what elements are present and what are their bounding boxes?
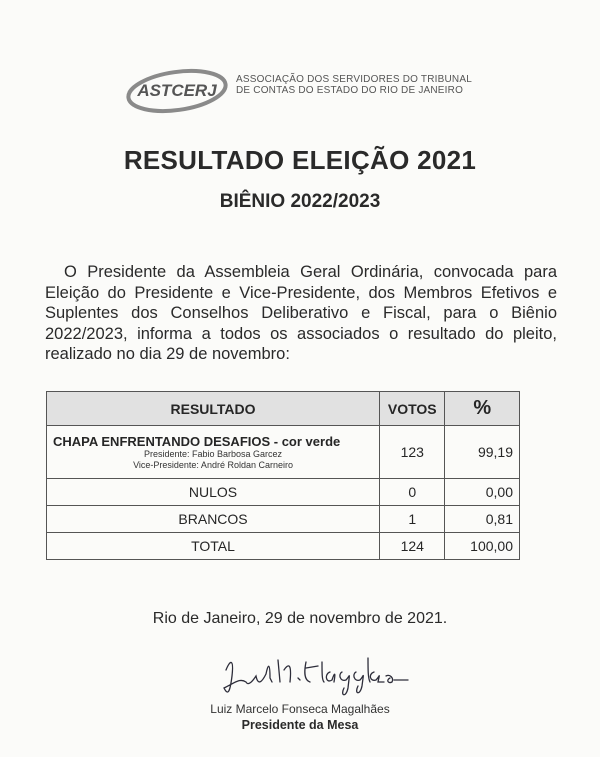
- association-line-2: DE CONTAS DO ESTADO DO RIO DE JANEIRO: [236, 85, 464, 96]
- table-row-chapa: [47, 426, 520, 479]
- total-votes: 124: [380, 533, 445, 560]
- chapa-votes: 123: [380, 426, 445, 479]
- document-title: RESULTADO ELEIÇÃO 2021: [123, 145, 477, 175]
- intro-paragraph: O Presidente da Assembleia Geral Ordinária, convocada para Eleição do Presidente e Vice-Presidente, dos Membros Efetivos e Suplentes dos Conselhos Deliberativo e Fiscal, para o Biênio 2022/2023, informa a todos os associados o resultado do pleito, realizado no dia 29 de novembro:: [45, 263, 557, 363]
- table-row-brancos: [47, 506, 520, 533]
- astcerj-logo: [126, 68, 228, 114]
- chapa-president: Presidente: Fabio Barbosa Garcez: [143, 448, 283, 459]
- header-votes: VOTOS: [380, 392, 445, 426]
- header-result: RESULTADO: [47, 392, 380, 426]
- results-table: [46, 391, 520, 560]
- table-row-total: [47, 533, 520, 560]
- document-subtitle: BIÊNIO 2022/2023: [219, 191, 381, 212]
- total-percent: 100,00: [445, 533, 520, 560]
- signer-name: Luiz Marcelo Fonseca Magalhães: [210, 702, 390, 716]
- handwritten-signature: [218, 652, 418, 704]
- brancos-votes: 1: [380, 506, 445, 533]
- association-line-1: ASSOCIAÇÃO DOS SERVIDORES DO TRIBUNAL: [236, 74, 472, 85]
- nulos-percent: 0,00: [445, 479, 520, 506]
- chapa-percent: 99,19: [445, 426, 520, 479]
- table-row-nulos: [47, 479, 520, 506]
- nulos-label: NULOS: [47, 479, 380, 506]
- brancos-percent: 0,81: [445, 506, 520, 533]
- chapa-cell: [47, 426, 380, 479]
- svg-text:ASTCERJ: ASTCERJ: [137, 81, 217, 100]
- table-header-row: [47, 392, 520, 426]
- total-label: TOTAL: [47, 533, 380, 560]
- chapa-name: CHAPA ENFRENTANDO DESAFIOS - cor verde: [53, 433, 341, 449]
- brancos-label: BRANCOS: [47, 506, 380, 533]
- place-date: Rio de Janeiro, 29 de novembro de 2021.: [152, 610, 448, 627]
- chapa-vice-president: Vice-Presidente: André Roldan Carneiro: [133, 459, 293, 470]
- signer-role: Presidente da Mesa: [241, 718, 359, 732]
- letterhead: [126, 68, 486, 118]
- nulos-votes: 0: [380, 479, 445, 506]
- association-name: [236, 74, 486, 96]
- header-percent: %: [445, 392, 520, 426]
